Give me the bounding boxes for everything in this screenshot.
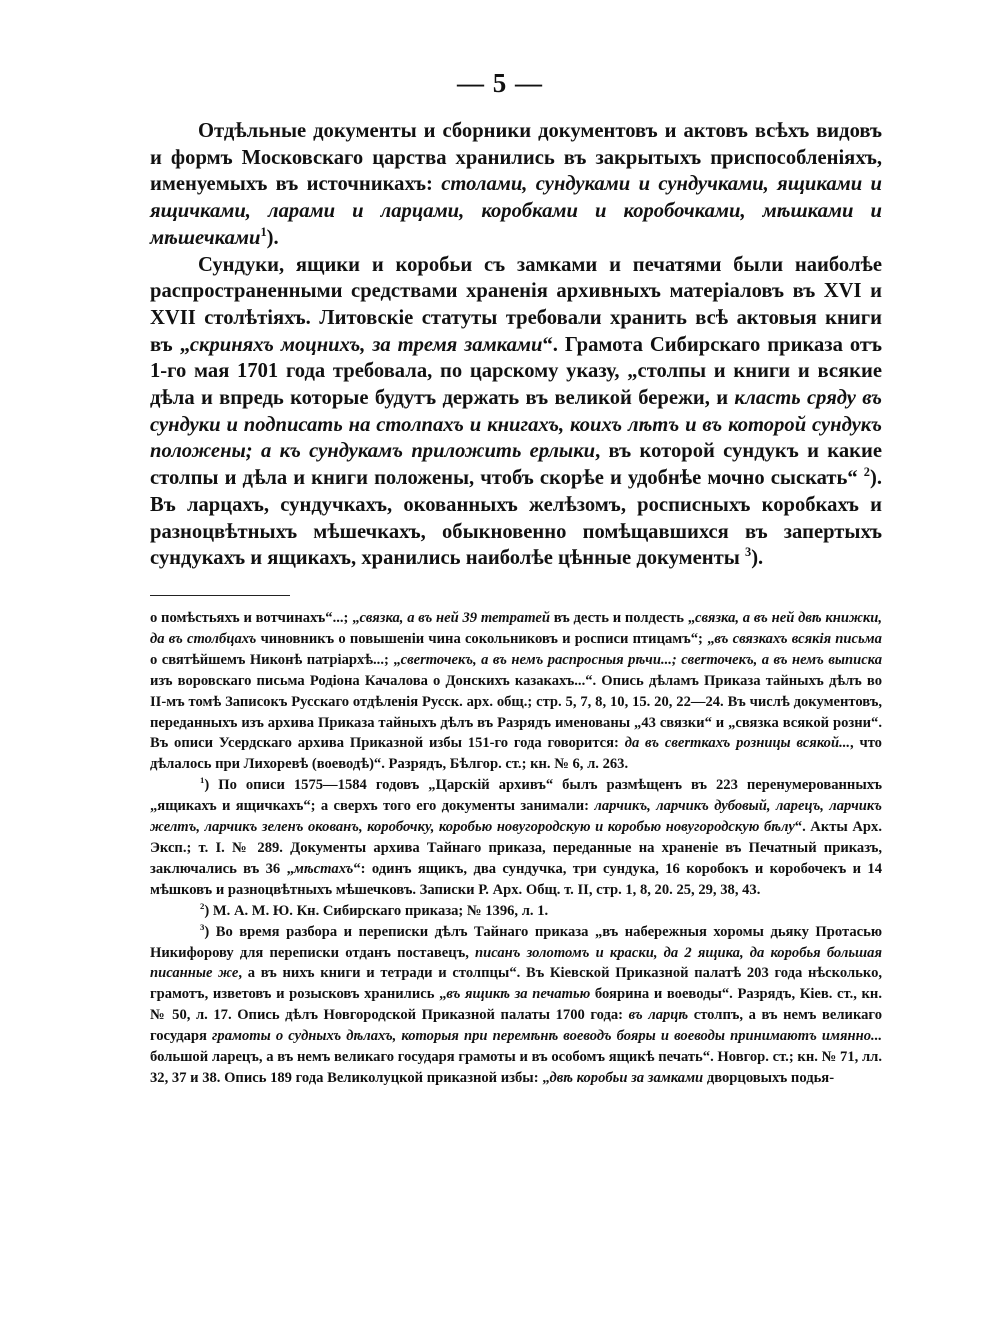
text-run: ) По описи 1575—1584 годовъ „Царскій архивъ“ былъ размѣщенъ въ 223 перенумерованныхъ „ящикахъ и ящичкахъ“; а сверхъ того его документы занимали: — [150, 777, 882, 815]
footnote-number: 2 — [200, 900, 205, 911]
italic-run: связка, а въ ней двѣ книжки, да въ столбцахъ — [150, 610, 883, 647]
italic-run: столами, сундуками и сундучками, ящиками и ящичками, ларами и ларцами, коробками и коробочками, мѣшками и мѣшечками — [150, 173, 882, 249]
text-run: ). Въ ларцахъ, сундучкахъ, окованныхъ желѣзомъ, росписныхъ коробкахъ и разноцвѣтныхъ мѣшечкахъ, обыкновенно помѣщавшихся въ запертыхъ сундукахъ и ящикахъ, хранились наиболѣе цѣнные документы — [150, 467, 882, 570]
italic-run: грамоты о судныхъ дѣлахъ, которыя при перемѣнѣ воеводъ бояры и воеводы принимаютъ имянно... — [212, 1028, 883, 1045]
text-run: о святѣйшемъ Никонѣ патріархѣ...; „ — [150, 651, 401, 668]
text-run: Отдѣльные документы и сборники документовъ и актовъ всѣхъ видовъ и формъ Московскаго царства хранились въ закрытыхъ приспособленіяхъ, именуемыхъ въ источникахъ: — [150, 120, 882, 196]
footnote-1 — [150, 775, 882, 900]
text-run: , въ которой сундукъ и какие столпы и дѣла и книги положены, чтобъ скорѣе и удобнѣе мочно сыскать“ — [150, 440, 883, 490]
footnote-3 — [150, 922, 882, 1089]
text-run: ) М. А. М. Ю. Кн. Сибирскаго приказа; № 1396, л. 1. — [204, 902, 549, 919]
paragraph-2 — [150, 252, 882, 572]
footnote-separator — [150, 595, 290, 596]
text-run: “. Грамота Сибирскаго приказа отъ 1-го мая 1701 года требовала, по царскому указу, „столпы и книги и всякие дѣла и впредь которые будутъ держать въ великой бережи, и — [150, 333, 882, 410]
text-run: изъ воровскаго письма Родіона Качалова о Донскихъ казакахъ...“. Опись дѣламъ Приказа тайныхъ дѣлъ во II-мъ томѣ Записокъ Русскаго отдѣленія Русск. арх. общ.; стр. 5, 7, 8, 10, 15. 20, 22—24. Въ числѣ документовъ, переданныхъ изъ архива Приказа тайныхъ дѣлъ въ Разрядъ именованы „43 связки“ и „связка всякой розни“. Въ описи Усердскаго архива Приказной избы 151-го года говорится: — [150, 672, 882, 752]
italic-run: въ ящикѣ за печатью — [446, 986, 591, 1003]
text-run: чиновникъ о повышеніи чина сокольниковъ и росписи птицамъ“; „ — [256, 630, 715, 647]
text-run: въ десть и полдесть „ — [549, 610, 696, 626]
text-run: дворцовыхъ подья- — [703, 1069, 835, 1086]
italic-run: въ связкахъ всякія письма — [714, 630, 882, 647]
text-run: Сундуки, ящики и коробьи съ замками и печатями были наиболѣе распространенными средствами храненія архивныхъ матеріаловъ въ XVI и XVII столѣтіяхъ. Литовскіе статуты требовали хранить всѣ актовыя книги въ „ — [150, 253, 882, 356]
main-text — [150, 118, 882, 572]
page-number: — 5 — — [457, 68, 543, 98]
footnote-mark-1: 1 — [260, 224, 267, 239]
italic-run: писанъ золотомъ и краски, да 2 ящика, да коробья большая писанные же — [150, 944, 882, 982]
footnote-mark-2: 2 — [863, 465, 870, 480]
text-run: “: одинъ ящикъ, два сундучка, три сундука, 16 коробокъ и коробочекъ и 14 мѣшковъ и разноцвѣтныхъ мѣшечковъ. Записки Р. Арх. Общ. т. II, стр. 1, 8, 20. 25, 29, 38, 43. — [150, 860, 882, 898]
italic-run: свerточекъ, а въ немъ распросныя рѣчи...; свerточекъ, а въ немъ выписка — [400, 651, 883, 668]
footnote-2 — [150, 901, 882, 922]
footnote-number: 3 — [200, 921, 205, 932]
text-run: ). — [751, 547, 764, 570]
text-run: , а въ нихъ книги и тетради и столпцы“. Въ Кіевской Приказной палатѣ 203 года нѣсколько, грамотъ, изветовъ и розысковъ хранились „ — [150, 965, 883, 1003]
text-run: ) Во время разбора и переписки дѣлъ Тайнаго приказа „въ набережныя хоромы дьяку Протасью Никифорову для переписки отданъ поставецъ, — [150, 923, 882, 961]
text-run: , что дѣлалось при Лихоревѣ (воеводѣ)“. Разрядъ, Бѣлгор. ст.; кн. № 6, л. 263. — [150, 735, 882, 773]
text-run: “. Акты Арх. Эксп.; т. I. № 289. Документы архива Тайнаго приказа, переданные на храненіе въ Печатный приказъ, заключались въ 36 „ — [150, 819, 882, 877]
text-run: большой ларецъ, а въ немъ великаго государя грамоты и въ особомъ ящикѣ печать“. Новгор. ст.; кн. № 71, лл. 32, 37 и 38. Опись 189 года Великолуцкой приказной избы: „ — [150, 1049, 882, 1086]
italic-run: скриняхъ моцнихъ, за тремя замками — [189, 333, 543, 356]
italic-run: двѣ коробьи за замками — [549, 1069, 704, 1086]
italic-run: ларчикъ, ларчикъ дубовый, ларецъ, ларчикъ желтъ, ларчикъ зеленъ окованъ, коробочку, коробью новугородскую и коробью новугородскую бѣлу — [150, 798, 883, 836]
text-run: о помѣстьяхъ и вотчинахъ“...; „ — [150, 610, 360, 626]
text-run: ). — [266, 226, 279, 249]
italic-run: класть сряду въ сундуки и подписать на столпахъ и книгахъ, коихъ лѣтъ и въ которой сундукъ положены; а къ сундукамъ приложить ерлыки — [150, 387, 882, 463]
italic-run: да въ свerткахъ розницы всякой... — [624, 735, 851, 752]
footnote-continuation — [150, 608, 882, 775]
italic-run: въ ларцѣ — [628, 1007, 689, 1024]
italic-run: мѣстахъ — [293, 860, 354, 877]
text-run: боярина и воеводы“. Разрядъ, Кіев. ст., кн. № 50, л. 17. Опись дѣлъ Новгородской Приказной палаты 1700 года: — [150, 986, 882, 1024]
paragraph-1 — [150, 118, 882, 252]
footnotes — [150, 608, 882, 1089]
footnote-mark-3: 3 — [745, 545, 752, 560]
footnote-number: 1 — [200, 775, 205, 786]
text-run: столпъ, а въ немъ великаго государя — [150, 1007, 882, 1045]
italic-run: связка, а въ ней 39 тетратей — [359, 610, 550, 626]
